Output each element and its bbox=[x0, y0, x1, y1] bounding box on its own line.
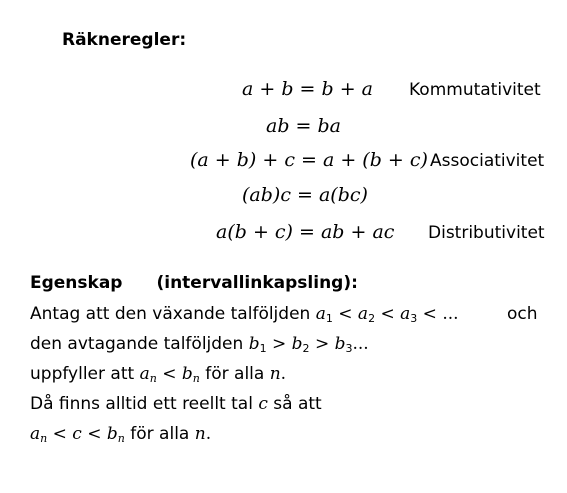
math-period: . bbox=[280, 364, 287, 384]
math-ellipsis: ... bbox=[352, 334, 369, 354]
property-label: Egenskap bbox=[30, 273, 123, 293]
property-heading bbox=[30, 273, 358, 293]
law-commutativity: Kommutativitet bbox=[409, 80, 541, 100]
math-op: < bbox=[332, 304, 358, 324]
statement-text: för alla bbox=[130, 424, 190, 444]
math-n: n bbox=[194, 424, 206, 444]
property-name: (intervallinkapsling): bbox=[156, 273, 358, 293]
statement-line-5 bbox=[30, 424, 211, 445]
statement-text: så att bbox=[273, 394, 322, 414]
math-subscript: n bbox=[149, 372, 157, 385]
math-subscript: 2 bbox=[368, 312, 376, 325]
math-subscript: 1 bbox=[325, 312, 333, 325]
math-b: b bbox=[291, 334, 303, 354]
statement-text: för alla bbox=[205, 364, 265, 384]
statement-text: Antag att den växande talföljden bbox=[30, 304, 311, 324]
law-distributivity: Distributivitet bbox=[428, 223, 545, 243]
math-op: < bbox=[375, 304, 401, 324]
math-a: a bbox=[30, 424, 41, 444]
math-ellipsis: < ... bbox=[417, 304, 459, 324]
math-b: b bbox=[334, 334, 346, 354]
formula-associative-product: (ab)c = a(bc) bbox=[242, 184, 368, 206]
math-subscript: 2 bbox=[302, 342, 310, 355]
statement-line-1 bbox=[30, 304, 459, 325]
math-op: < bbox=[47, 424, 73, 444]
math-subscript: n bbox=[192, 372, 200, 385]
statement-line-3 bbox=[30, 364, 286, 385]
formula-associative-sum: (a + b) + c = a + (b + c) bbox=[190, 149, 428, 171]
statement-line-2 bbox=[30, 334, 369, 355]
law-associativity: Associativitet bbox=[430, 151, 545, 171]
statement-och: och bbox=[507, 304, 538, 324]
math-n: n bbox=[269, 364, 281, 384]
math-b: b bbox=[248, 334, 260, 354]
formula-distributive: a(b + c) = ab + ac bbox=[216, 221, 395, 243]
math-subscript: 3 bbox=[410, 312, 418, 325]
math-op: < bbox=[156, 364, 182, 384]
math-op: < bbox=[81, 424, 107, 444]
statement-text: den avtagande talföljden bbox=[30, 334, 244, 354]
math-subscript: 1 bbox=[259, 342, 267, 355]
math-a: a bbox=[139, 364, 150, 384]
math-period: . bbox=[205, 424, 212, 444]
math-b: b bbox=[181, 364, 193, 384]
math-subscript: n bbox=[40, 432, 48, 445]
math-a: a bbox=[315, 304, 326, 324]
statement-text: uppfyller att bbox=[30, 364, 135, 384]
math-subscript: n bbox=[117, 432, 125, 445]
formula-commutative-sum: a + b = b + a bbox=[242, 78, 373, 100]
math-a: a bbox=[400, 304, 411, 324]
math-a: a bbox=[357, 304, 369, 324]
math-c: c bbox=[72, 424, 82, 444]
statement-line-4 bbox=[30, 394, 322, 414]
math-b: b bbox=[106, 424, 118, 444]
formula-commutative-product: ab = ba bbox=[266, 115, 341, 137]
statement-text: Då finns alltid ett reellt tal bbox=[30, 394, 253, 414]
math-op: > bbox=[309, 334, 335, 354]
math-subscript: 3 bbox=[345, 342, 353, 355]
section-heading: Räkneregler: bbox=[62, 30, 187, 50]
math-c: c bbox=[258, 394, 268, 414]
math-op: > bbox=[266, 334, 292, 354]
